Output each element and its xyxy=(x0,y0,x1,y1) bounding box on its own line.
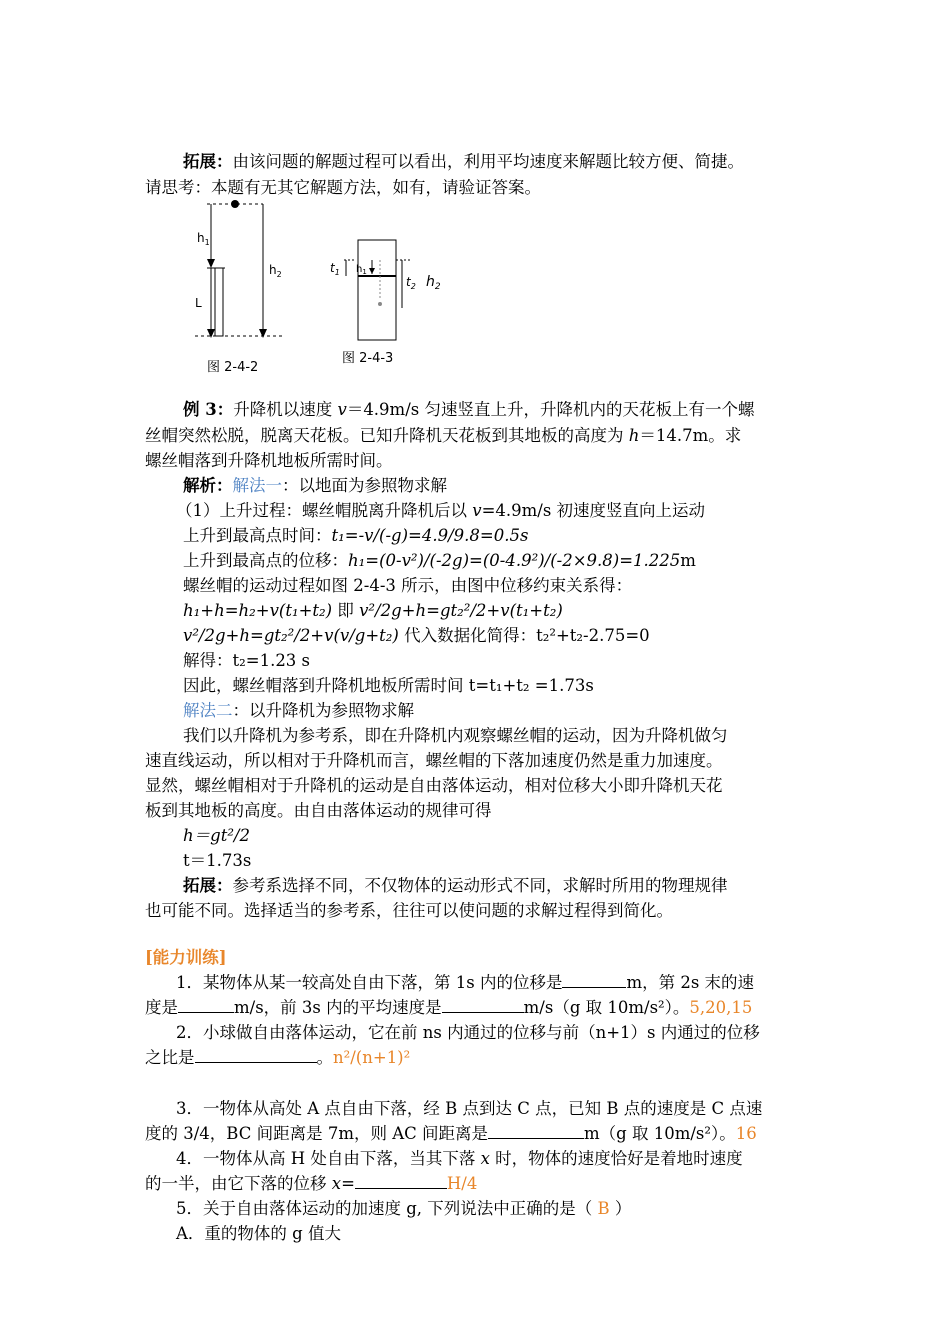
answer-q1: 5,20,15 xyxy=(689,998,753,1017)
figure-2-4-3 xyxy=(322,234,452,372)
solution-step-2: 上升到最高点时间：t₁=-v/(-g)=4.9/9.8=0.5s xyxy=(183,526,529,545)
training-heading: [能力训练] xyxy=(145,948,227,967)
solution-step-3: 上升到最高点的位移：h₁=(0-v²)/(-2g)=(0-4.9²)/(-2×9.8)=1.225m xyxy=(183,551,696,570)
answer-blank xyxy=(178,996,234,1013)
extension-line-1: 拓展：由该问题的解题过程可以看出，利用平均速度来解题比较方便、简捷。 xyxy=(183,152,744,171)
question-5-line-1: 5．关于自由落体运动的加速度 g, 下列说法中正确的是（ B ） xyxy=(176,1199,632,1218)
svg-text:h2: $h_2$ xyxy=(269,263,282,279)
extension2-line-1: 拓展：参考系选择不同，不仅物体的运动形式不同，求解时所用的物理规律 xyxy=(183,876,728,895)
question-4-line-1: 4．一物体从高 H 处自由下落，当其下落 x 时，物体的速度恰好是着地时速度 xyxy=(176,1149,743,1168)
question-5-option-a: A．重的物体的 g 值大 xyxy=(176,1224,341,1243)
question-1-line-2: 度是 m/s，前 3s 内的平均速度是 m/s（g 取 10m/s²）。5,20,15 xyxy=(145,998,753,1017)
example3-line-1: 例 3：升降机以速度 v＝4.9m/s 匀速竖直上升，升降机内的天花板上有一个螺 xyxy=(183,400,755,419)
extension-line-2: 请思考：本题有无其它解题方法，如有，请验证答案。 xyxy=(145,178,541,197)
answer-blank xyxy=(195,1046,317,1063)
svg-text:t2: $t_2$ xyxy=(406,275,416,291)
extension2-line-2: 也可能不同。选择适当的参考系，往往可以使问题的求解过程得到简化。 xyxy=(145,901,673,920)
answer-q2: n²/(n+1)² xyxy=(333,1048,411,1067)
answer-blank xyxy=(488,1122,584,1139)
equation-2: t＝1.73s xyxy=(183,851,252,870)
question-4-line-2: 的一半，由它下落的位移 x= H/4 xyxy=(145,1174,478,1193)
method2-line-3: 显然，螺丝帽相对于升降机的运动是自由落体运动，相对位移大小即升降机天花 xyxy=(145,776,723,795)
answer-blank xyxy=(442,996,524,1013)
method2-label: 解法二 xyxy=(183,701,233,720)
solution-step-4: 螺丝帽的运动过程如图 2-4-3 所示，由图中位移约束关系得： xyxy=(183,576,633,595)
solution-step-8: 因此，螺丝帽落到升降机地板所需时间 t=t₁+t₂ =1.73s xyxy=(183,676,594,695)
solution-step-1: （1）上升过程：螺丝帽脱离升降机后以 v=4.9m/s 初速度竖直向上运动 xyxy=(176,501,706,520)
question-1-line-1: 1．某物体从某一较高处自由下落，第 1s 内的位移是 m，第 2s 末的速 xyxy=(176,973,755,992)
method1-label: 解法一 xyxy=(232,476,282,495)
answer-blank xyxy=(562,971,626,988)
svg-text:h2: $h_2$ xyxy=(426,274,441,292)
question-2-line-2: 之比是 。n²/(n+1)² xyxy=(145,1048,411,1067)
answer-q3: 16 xyxy=(735,1124,757,1143)
answer-q4: H/4 xyxy=(446,1174,478,1193)
figure-2-4-2 xyxy=(185,196,295,378)
method2-line-4: 板到其地板的高度。由自由落体运动的规律可得 xyxy=(145,801,492,820)
figure-2-4-3-caption: 图 2-4-3 xyxy=(342,351,394,366)
svg-text:h1: $h_1$ xyxy=(356,264,367,276)
question-3-line-1: 3．一物体从高处 A 点自由下落，经 B 点到达 C 点，已知 B 点的速度是 C 点速 xyxy=(176,1099,763,1118)
answer-q5: B xyxy=(597,1199,610,1218)
answer-blank xyxy=(355,1172,447,1189)
figure-2-4-2-caption: 图 2-4-2 xyxy=(207,360,259,375)
equation-1: h＝gt²/2 xyxy=(183,826,250,845)
example3-line-2: 丝帽突然松脱，脱离天花板。已知升降机天花板到其地板的高度为 h＝14.7m。求 xyxy=(145,426,742,445)
svg-text:L: L xyxy=(195,296,202,310)
solution-step-6: v²/2g+h=gt₂²/2+v(v/g+t₂) 代入数据化简得：t₂²+t₂-2.75=0 xyxy=(183,626,650,645)
ball-icon xyxy=(231,200,239,208)
svg-text:t1: $t_1$ xyxy=(330,261,340,277)
method2-line-1: 我们以升降机为参考系，即在升降机内观察螺丝帽的运动，因为升降机做匀 xyxy=(183,726,728,745)
solution-header: 解析：解法一：以地面为参照物求解 xyxy=(183,476,447,495)
solution-step-7: 解得：t₂=1.23 s xyxy=(183,651,311,670)
example3-line-3: 螺丝帽落到升降机地板所需时间。 xyxy=(145,451,393,470)
solution-step-5: h₁+h=h₂+v(t₁+t₂) 即 v²/2g+h=gt₂²/2+v(t₁+t₂) xyxy=(183,601,563,620)
method2-header: 解法二：以升降机为参照物求解 xyxy=(183,701,414,720)
method2-line-2: 速直线运动，所以相对于升降机而言，螺丝帽的下落加速度仍然是重力加速度。 xyxy=(145,751,723,770)
question-3-line-2: 度的 3/4，BC 间距离是 7m，则 AC 间距离是 m（g 取 10m/s²）。16 xyxy=(145,1124,757,1143)
svg-text:h1: $h_1$ xyxy=(197,231,210,247)
extension-label: 拓展： xyxy=(183,152,233,171)
question-2-line-1: 2．小球做自由落体运动，它在前 ns 内通过的位移与前（n+1）s 内通过的位移 xyxy=(176,1023,760,1042)
